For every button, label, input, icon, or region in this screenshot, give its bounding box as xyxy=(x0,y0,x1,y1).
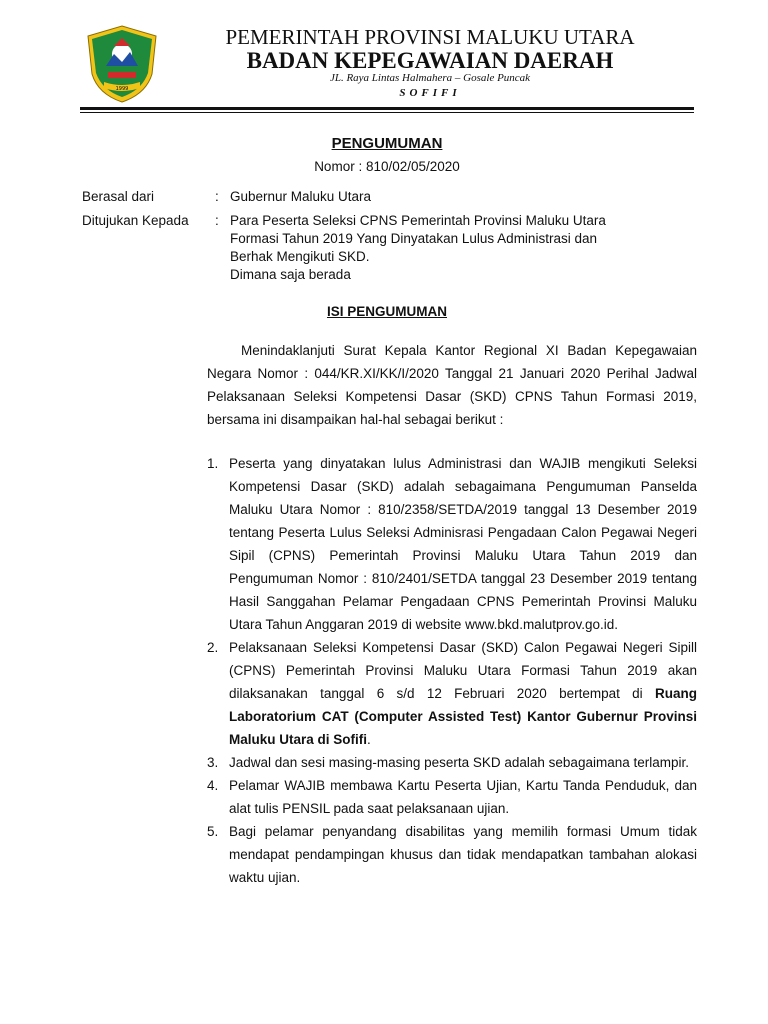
org-address: JL. Raya Lintas Halmahera – Gosale Puncak xyxy=(329,72,531,84)
meta-from-colon: : xyxy=(215,189,219,204)
list-item-number: 3. xyxy=(207,755,219,770)
list-item-text-part: Pelaksanaan Seleksi Kompetensi Dasar (SKD) Calon Pegawai Negeri Sipill (CPNS) Pemerintah Provinsi Maluku Utara Formasi Tahun 2019 akan dilaksanakan tanggal 6 s/d 12 Februari 2020 bertempat di xyxy=(229,640,697,701)
letterhead-rule-thin xyxy=(80,112,694,113)
meta-to-value-line3: Berhak Mengikuti SKD. xyxy=(230,249,370,264)
list-item xyxy=(207,452,697,636)
list-item-number: 5. xyxy=(207,824,219,839)
meta-to-label: Ditujukan Kepada xyxy=(82,213,189,228)
meta-to-value-line4: Dimana saja berada xyxy=(230,267,351,282)
list-item-text: Peserta yang dinyatakan lulus Administrasi dan WAJIB mengikuti Seleksi Kompetensi Dasar (SKD) adalah sebagaimana Pengumuman Panselda Maluku Utara Nomor : 810/2358/SETDA/2019 tanggal 13 Desember 2019 tentang Peserta Lulus Seleksi Adminisrasi Pengadaan Calon Pegawai Negeri Sipil (CPNS) Pemerintah Provinsi Maluku Utara Tahun 2019 dan Pengumuman Nomor : 810/2401/SETDA tanggal 23 Desember 2019 tentang Hasil Sanggahan Pelamar Pengadaan CPNS Pemerintah Provinsi Maluku Utara Tahun Anggaran 2019 di website www.bkd.malutprov.go.id. xyxy=(229,456,697,632)
list-item xyxy=(207,774,697,820)
org-name-line1: PEMERINTAH PROVINSI MALUKU UTARA xyxy=(225,25,635,49)
meta-to-value-line2: Formasi Tahun 2019 Yang Dinyatakan Lulus Administrasi dan xyxy=(230,231,597,246)
meta-to-colon: : xyxy=(215,213,219,228)
meta-from-label: Berasal dari xyxy=(82,189,155,204)
list-item xyxy=(207,636,697,751)
list-item-number: 4. xyxy=(207,778,219,793)
list-item-text: Pelamar WAJIB membawa Kartu Peserta Ujian, Kartu Tanda Penduduk, dan alat tulis PENSIL pada saat pelaksanaan ujian. xyxy=(229,778,697,816)
list-item-number: 1. xyxy=(207,456,219,471)
intro-paragraph: Menindaklanjuti Surat Kepala Kantor Regional XI Badan Kepegawaian Negara Nomor : 044/KR.XI/KK/I/2020 Tanggal 21 Januari 2020 Perihal Jadwal Pelaksanaan Seleksi Kompetensi Dasar (SKD) CPNS Tahun Formasi 2019, bersama ini disampaikan hal-hal sebagai berikut : xyxy=(207,343,697,427)
list-item-text: Bagi pelamar penyandang disabilitas yang memilih formasi Umum tidak mendapat pendampingan khusus dan tidak mendapatkan tambahan alokasi waktu ujian. xyxy=(229,824,697,885)
logo-year: 1999 xyxy=(115,86,129,92)
list-item-text-bold: Ruang Laboratorium CAT (Computer Assisted Test) Kantor Gubernur Provinsi Maluku Utara di Sofifi xyxy=(229,686,697,747)
list-item xyxy=(207,751,697,774)
meta-to-value xyxy=(230,212,700,284)
letterhead-rule-thick xyxy=(80,107,694,110)
list-item-text: Jadwal dan sesi masing-masing peserta SKD adalah sebagaimana terlampir. xyxy=(229,755,689,770)
meta-to-value-line1: Para Peserta Seleksi CPNS Pemerintah Provinsi Maluku Utara xyxy=(230,213,606,228)
list-item-text xyxy=(229,640,697,747)
list-item-number: 2. xyxy=(207,640,219,655)
org-name-line2: BADAN KEPEGAWAIAN DAERAH xyxy=(246,48,614,73)
list-item xyxy=(207,820,697,889)
announcement-list xyxy=(207,452,697,889)
document-number: Nomor : 810/02/05/2020 xyxy=(314,159,460,174)
provincial-emblem-logo xyxy=(84,24,160,104)
meta-from-value: Gubernur Maluku Utara xyxy=(230,189,372,204)
section-title: ISI PENGUMUMAN xyxy=(326,304,447,319)
list-item-text-end: . xyxy=(367,732,371,747)
org-city: SOFIFI xyxy=(399,87,461,99)
document-title: PENGUMUMAN xyxy=(331,135,443,152)
